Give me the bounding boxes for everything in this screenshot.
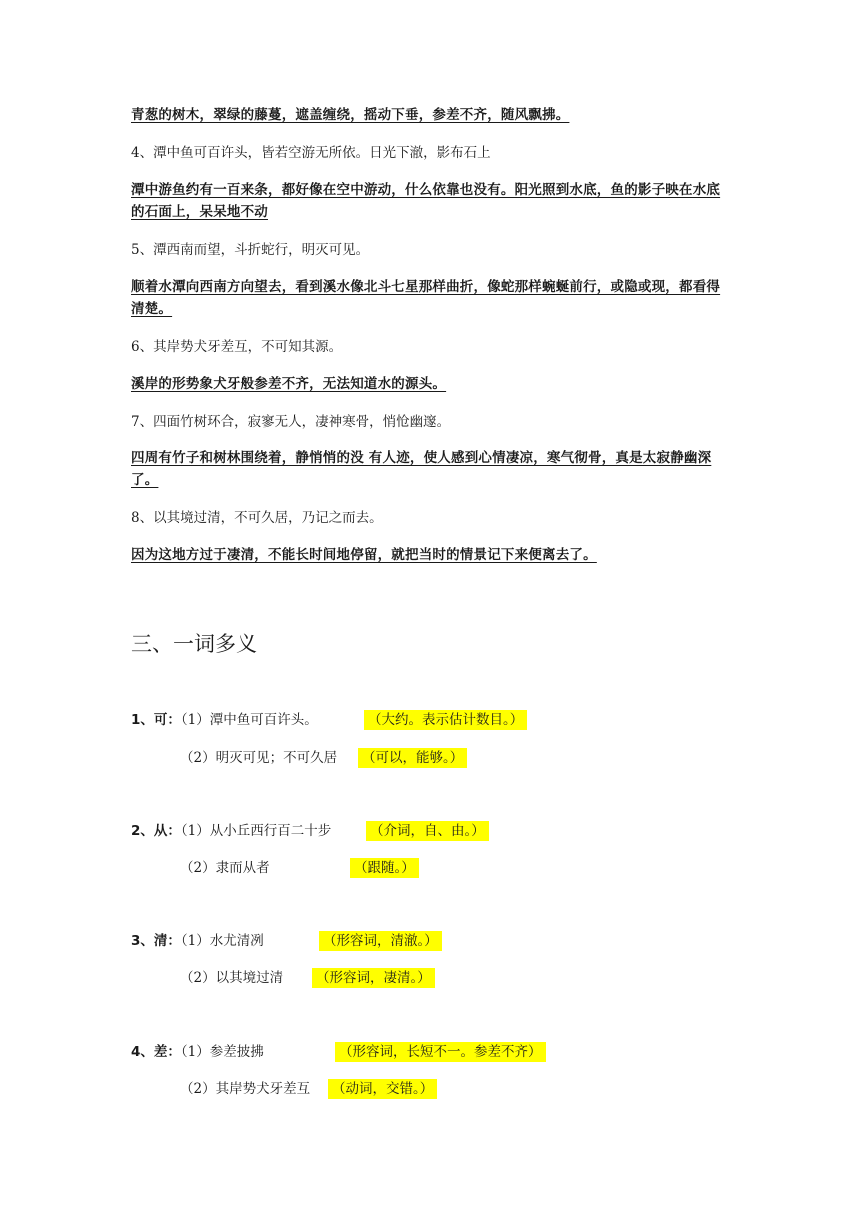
sense-note-highlight: （跟随。） [350, 858, 419, 878]
sense-text: （1）潭中鱼可百许头。 [180, 712, 318, 728]
word-label: 4、差： [131, 1044, 181, 1060]
word-entry [131, 931, 264, 951]
translation-line: 因为这地方过于凄清，不能长时间地停留，就把当时的情景记下来便离去了。 [131, 547, 597, 563]
original-sentence: 4、潭中鱼可百许头，皆若空游无所依。日光下澈，影布石上 [131, 145, 491, 161]
sense-text: （2）其岸势犬牙差互 [180, 1081, 311, 1097]
original-sentence: 8、以其境过清，不可久居，乃记之而去。 [131, 510, 383, 526]
sense-note-highlight: （可以，能够。） [358, 748, 467, 768]
word-entry [131, 821, 331, 841]
translation-line: 溪岸的形势象犬牙般参差不齐，无法知道水的源头。 [131, 376, 447, 392]
original-sentence: 6、其岸势犬牙差互，不可知其源。 [131, 339, 343, 355]
sense-text: （1）水尤清冽 [180, 933, 264, 949]
sense-note-highlight: （形容词，长短不一。参差不齐） [335, 1042, 546, 1062]
sense-text: （1）从小丘西行百二十步 [180, 823, 332, 839]
sense-text: （1）参差披拂 [180, 1044, 264, 1060]
sense-text: （2）隶而从者 [180, 860, 270, 876]
word-entry [131, 710, 318, 730]
sense-note-highlight: （大约。表示估计数目。） [364, 710, 527, 730]
translation-line: 顺着水潭向西南方向望去，看到溪水像北斗七星那样曲折，像蛇那样蜿蜒前行，或隐或现，都看得清楚。 [131, 279, 721, 317]
word-entry [131, 1042, 264, 1062]
translation-line: 潭中游鱼约有一百来条，都好像在空中游动，什么依靠也没有。阳光照到水底，鱼的影子映在水底的石面上，呆呆地不动 [131, 182, 721, 220]
word-label: 2、从： [131, 823, 181, 839]
sense-text: （2）以其境过清 [180, 970, 284, 986]
sense-note-highlight: （形容词，凄清。） [312, 968, 435, 988]
original-sentence: 7、四面竹树环合，寂寥无人，凄神寒骨，悄怆幽邃。 [131, 414, 451, 430]
sense-note-highlight: （形容词，清澈。） [319, 931, 442, 951]
sense-note-highlight: （介词，自、由。） [366, 821, 489, 841]
translation-line: 青葱的树木，翠绿的藤蔓，遮盖缠绕，摇动下垂，参差不齐，随风飘拂。 [131, 107, 570, 123]
section-heading: 三、一词多义 [131, 632, 257, 656]
word-label: 1、可： [131, 712, 181, 728]
word-label: 3、清： [131, 933, 181, 949]
original-sentence: 5、潭西南而望，斗折蛇行，明灭可见。 [131, 242, 370, 258]
sense-text: （2）明灭可见；不可久居 [180, 750, 338, 766]
sense-note-highlight: （动词，交错。） [328, 1079, 437, 1099]
translation-line: 四周有竹子和树林围绕着，静悄悄的没 有人迹，使人感到心情凄凉，寒气彻骨，真是太寂静幽深了。 [131, 450, 712, 488]
